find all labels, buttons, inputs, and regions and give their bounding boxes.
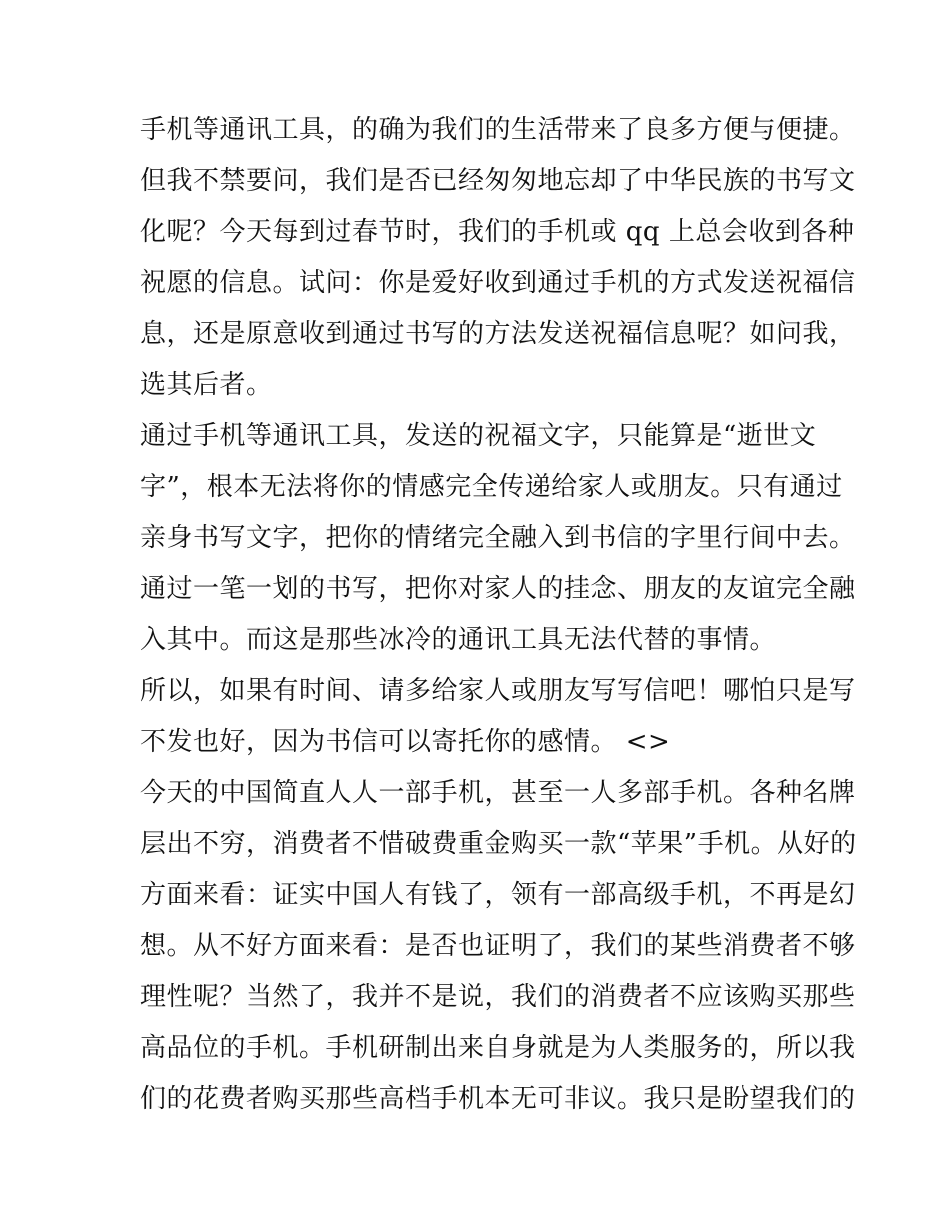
text-line: 所以，如果有时间、请多给家人或朋友写写信吧！哪怕只是写 xyxy=(140,676,856,706)
text-line: 今天的中国简直人人一部手机，甚至一人多部手机。各种名牌 xyxy=(140,778,856,808)
body-text xyxy=(140,108,857,1128)
text-line: 通过手机等通讯工具，发送的祝福文字，只能算是“逝世文 xyxy=(140,421,817,451)
text-line: 理性呢？当然了，我并不是说，我们的消费者不应该购买那些 xyxy=(140,982,856,1012)
text-line: 化呢？今天每到过春节时，我们的手机或 qq 上总会收到各种 xyxy=(140,217,855,247)
text-line: 息，还是原意收到通过书写的方法发送祝福信息呢？如问我， xyxy=(140,319,856,349)
text-line: 们的花费者购买那些高档手机本无可非议。我只是盼望我们的 xyxy=(140,1084,856,1114)
text-line: 想。从不好方面来看：是否也证明了，我们的某些消费者不够 xyxy=(140,931,856,961)
text-line: 选其后者。 xyxy=(140,370,273,400)
text-line: 通过一笔一划的书写，把你对家人的挂念、朋友的友谊完全融 xyxy=(140,574,856,604)
text-line: 高品位的手机。手机研制出来自身就是为人类服务的，所以我 xyxy=(140,1033,856,1063)
text-line: 不发也好，因为书信可以寄托你的感情。 <> xyxy=(140,727,671,757)
text-line: 层出不穷，消费者不惜破费重金购买一款“苹果”手机。从好的 xyxy=(140,829,857,859)
text-line: 亲身书写文字，把你的情绪完全融入到书信的字里行间中去。 xyxy=(140,523,856,553)
text-line: 字”，根本无法将你的情感完全传递给家人或朋友。只有通过 xyxy=(140,472,843,502)
text-line: 手机等通讯工具，的确为我们的生活带来了良多方便与便捷。 xyxy=(140,115,856,145)
text-line: 方面来看：证实中国人有钱了，领有一部高级手机，不再是幻 xyxy=(140,880,856,910)
text-line: 祝愿的信息。试问：你是爱好收到通过手机的方式发送祝福信 xyxy=(140,268,856,298)
text-line: 入其中。而这是那些冰冷的通讯工具无法代替的事情。 xyxy=(140,625,777,655)
text-line: 但我不禁要问，我们是否已经匆匆地忘却了中华民族的书写文 xyxy=(140,166,856,196)
